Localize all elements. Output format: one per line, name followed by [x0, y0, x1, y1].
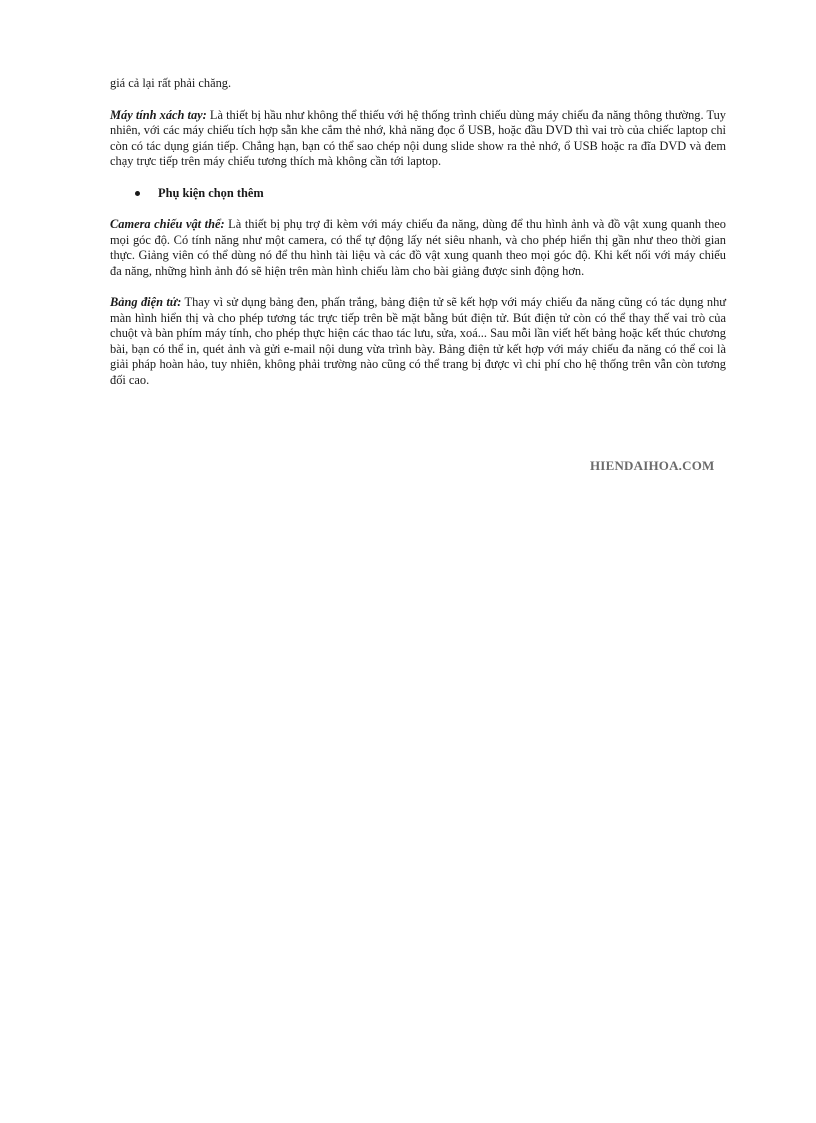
laptop-lead: Máy tính xách tay:: [110, 107, 207, 122]
camera-paragraph: [110, 217, 726, 279]
bullet-icon: [135, 191, 140, 196]
document-body: [110, 76, 726, 388]
section-heading: Phụ kiện chọn thêm: [158, 185, 264, 200]
laptop-text: Là thiết bị hầu như không thể thiếu với hệ thống trình chiếu dùng máy chiếu đa năng thông thường. Tuy nhiên, với các máy chiếu tích hợp sẵn khe cắm thẻ nhớ, khả năng đọc ổ USB, hoặc đầu DVD thì vai trò của chiếc laptop chỉ còn có tác dụng gián tiếp. Chẳng hạn, bạn có thể sao chép nội dung slide show ra thẻ nhớ, ổ USB hoặc ra đĩa DVD và đem chạy trực tiếp trên máy chiếu tương thích mà không cần tới laptop.: [110, 107, 726, 168]
footer-brand: HIENDAIHOA.COM: [590, 458, 715, 473]
camera-text: Là thiết bị phụ trợ đi kèm với máy chiếu đa năng, dùng để thu hình ảnh và đồ vật xung quanh theo mọi góc độ. Có tính năng như một camera, có thể tự động lấy nét siêu nhanh, và cho phép hiển thị gần như theo thời gian thực. Giảng viên có thể dùng nó để thu hình tài liệu và các đồ vật xung quanh theo mọi góc độ. Khi kết nối với máy chiếu đa năng, những hình ảnh đó sẽ hiện trên màn hình chiếu làm cho bài giảng được sinh động hơn.: [110, 217, 726, 278]
whiteboard-paragraph: [110, 295, 726, 388]
intro-fragment: giá cả lại rất phải chăng.: [110, 76, 232, 90]
whiteboard-lead: Bảng điện tử:: [110, 295, 182, 309]
whiteboard-text: Thay vì sử dụng bảng đen, phấn trắng, bảng điện tử sẽ kết hợp với máy chiếu đa năng cũng có tác dụng như màn hình hiển thị và cho phép tương tác trực tiếp trên bề mặt bằng bút điện tử. Bút điện tử còn có thể thay thế vai trò của chuột và bàn phím máy tính, cho phép thực hiện các thao tác lưu, sửa, xoá... Sau mỗi lần viết hết bảng hoặc kết thúc chương bài, bạn có thể in, quét ảnh và gửi e-mail nội dung vừa trình bày. Bảng điện tử kết hợp với máy chiếu đa năng có thể coi là giải pháp hoàn hảo, tuy nhiên, không phải trường nào cũng có thể trang bị được vì chi phí cho hệ thống trên vẫn còn tương đối cao.: [110, 295, 726, 387]
laptop-paragraph: [110, 108, 726, 170]
section-bullet: [110, 186, 726, 202]
camera-lead: Camera chiếu vật thể:: [110, 217, 225, 231]
